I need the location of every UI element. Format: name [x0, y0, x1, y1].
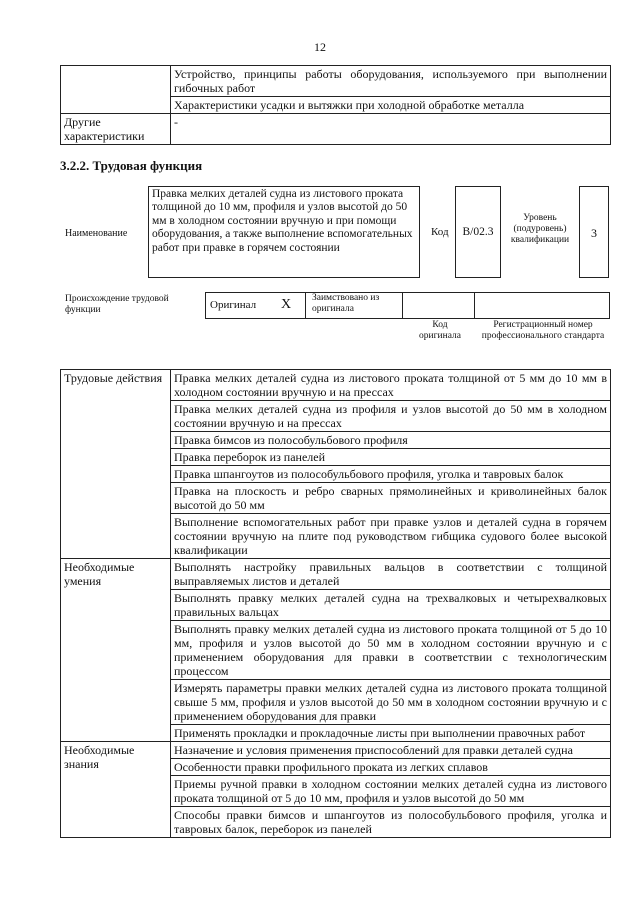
- table-cell: Правка переборок из панелей: [171, 449, 611, 466]
- origin-label: Происхождение трудовой функции: [65, 294, 169, 315]
- group-label: Необходимые умения: [61, 559, 171, 742]
- reg-caption: Регистрационный номер профессионального стандарта: [481, 320, 605, 341]
- row-text: -: [171, 114, 611, 145]
- original-mark: X: [281, 297, 292, 312]
- page-number: 12: [314, 40, 326, 54]
- row-text: Устройство, принципы работы оборудования, используемого при выполнении гибочных работ: [171, 66, 611, 97]
- row-text: Характеристики усадки и вытяжки при холодной обработке металла: [171, 97, 611, 114]
- main-table: [60, 369, 611, 838]
- row-label: [61, 66, 171, 114]
- table-cell: Способы правки бимсов и шпангоутов из полособульбового профиля, уголка и тавровых балок, переборок из панелей: [171, 807, 611, 838]
- code-value-box: [455, 186, 501, 278]
- table-cell: Правка мелких деталей судна из листового проката толщиной от 5 мм до 10 мм в холодном состоянии вручную и на прессах: [171, 370, 611, 401]
- origin-boxes: [205, 292, 610, 319]
- original-label: Оригинал: [210, 299, 257, 311]
- table-cell: Выполнять правку мелких деталей судна на трехвалковых и четырехвалковых правильных вальцах: [171, 590, 611, 621]
- level-value: 3: [591, 226, 597, 240]
- table-cell: Правка на плоскость и ребро сварных прямолинейных и криволинейных балок высотой до 50 мм: [171, 483, 611, 514]
- table-cell: Выполнять настройку правильных вальцов в соответствии с толщиной выправляемых листов и деталей: [171, 559, 611, 590]
- table-cell: Назначение и условия применения приспособлений для правки деталей судна: [171, 742, 611, 759]
- table-cell: Выполнять правку мелких деталей судна из листового проката толщиной от 5 до 10 мм, профиля и узлов высотой до 50 мм в холодном состоянии вручную и с применением оборудования для правки в соответствии с технологическим процессом: [171, 621, 611, 680]
- table-row: [61, 66, 611, 97]
- table-cell: Правка бимсов из полособульбового профиля: [171, 432, 611, 449]
- table-cell: Приемы ручной правки в холодном состоянии мелких деталей судна из листового проката толщиной от 5 до 10 мм, профиля и узлов высотой до 50 мм: [171, 776, 611, 807]
- origin-divider: [402, 292, 403, 319]
- function-name-box: [148, 186, 420, 278]
- code-caption: Код оригинала: [419, 320, 461, 341]
- row-label: Другие характеристики: [61, 114, 171, 145]
- table-cell: Правка мелких деталей судна из профиля и узлов высотой до 50 мм в холодном состоянии вручную и на прессах: [171, 401, 611, 432]
- table-cell: Особенности правки профильного проката из легких сплавов: [171, 759, 611, 776]
- level-label: Уровень (подуровень) квалификации: [510, 213, 570, 245]
- table-row: [61, 742, 611, 759]
- name-label: Наименование: [65, 228, 128, 239]
- table-cell: Применять прокладки и прокладочные листы при выполнении правочных работ: [171, 725, 611, 742]
- function-name-text: Правка мелких деталей судна из листового проката толщиной до 10 мм, профиля и узлов высотой до 50 мм в холодном состоянии вручную и при помощи оборудования, а также выполнение вспомогательных работ при правке в горячем состоянии: [152, 188, 413, 254]
- table-row: [61, 559, 611, 590]
- borrowed-label: Заимствовано из оригинала: [312, 293, 380, 314]
- table-cell: Измерять параметры правки мелких деталей судна из листового проката толщиной свыше 5 мм, профиля и узлов высотой до 50 мм в холодном состоянии вручную и с применением оборудования для правки: [171, 680, 611, 725]
- table-cell: Выполнение вспомогательных работ при правке узлов и деталей судна в горячем состоянии вручную на плите под руководством гибщика судового более высокой квалификации: [171, 514, 611, 559]
- table-row: [61, 370, 611, 401]
- table-cell: Правка шпангоутов из полособульбового профиля, уголка и тавровых балок: [171, 466, 611, 483]
- top-table: [60, 65, 611, 145]
- section-title: 3.2.2. Трудовая функция: [60, 158, 203, 173]
- origin-divider: [474, 292, 475, 319]
- code-value: B/02.3: [462, 226, 494, 238]
- code-label: Код: [431, 226, 449, 238]
- table-row: [61, 114, 611, 145]
- group-label: Трудовые действия: [61, 370, 171, 559]
- group-label: Необходимые знания: [61, 742, 171, 838]
- level-value-box: [579, 186, 609, 278]
- origin-divider: [305, 292, 306, 319]
